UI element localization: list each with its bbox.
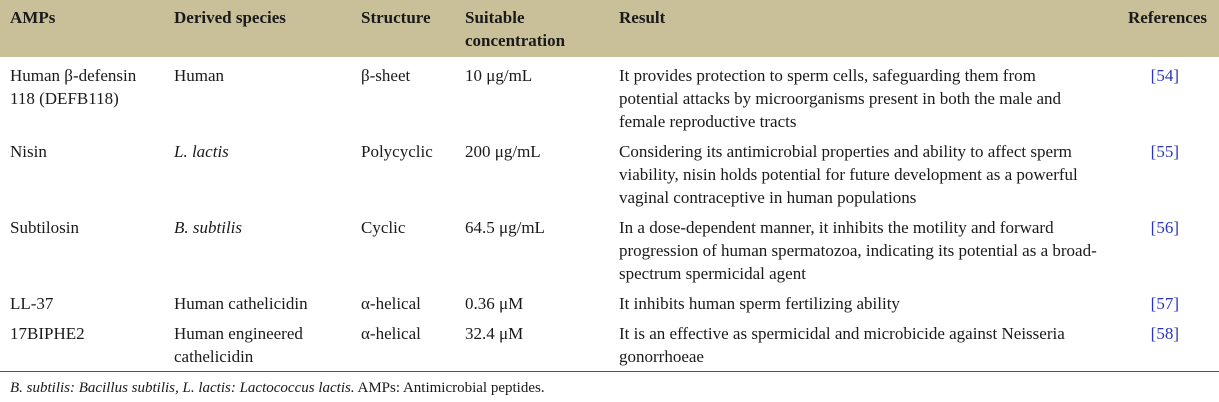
cell-reference — [1109, 290, 1219, 320]
cell-amp: Human β-defensin 118 (DEFB118) — [10, 66, 137, 108]
cell-result: It provides protection to sperm cells, safeguarding them from potential attacks by microorganisms present in both the male and female reproductive tracts — [619, 66, 1062, 131]
header-result: Result — [619, 8, 666, 27]
cell-reference — [1109, 57, 1219, 138]
table-row — [0, 57, 1219, 138]
table-row — [0, 320, 1219, 372]
cell-structure: α-helical — [351, 320, 455, 372]
cell-concentration: 10 μg/mL — [465, 66, 533, 85]
cell-structure: β-sheet — [361, 66, 411, 85]
header-suitable-concentration: Suitable concentration — [465, 8, 566, 50]
cell-amp: 17BIPHE2 — [0, 320, 164, 372]
cell-concentration: 200 μg/mL — [465, 142, 541, 161]
cell-species: Human engineered cathelicidin — [164, 320, 351, 372]
reference-link[interactable]: [55] — [1150, 142, 1179, 161]
footnote-species-abbreviations: B. subtilis: Bacillus subtilis, L. lactis: Lactococcus lactis. — [10, 380, 355, 396]
table-header-row — [0, 0, 1219, 57]
cell-result: It is an effective as spermicidal and microbicide against Neisseria gonorrhoeae — [609, 320, 1109, 372]
reference-link[interactable]: [56] — [1150, 218, 1179, 237]
cell-species: B. subtilis — [174, 218, 243, 237]
cell-reference — [1109, 214, 1219, 290]
cell-amp: Subtilosin — [10, 218, 79, 237]
cell-structure: Polycyclic — [361, 142, 433, 161]
header-references: References — [1128, 8, 1207, 27]
reference-link[interactable]: [57] — [1150, 294, 1179, 313]
header-structure: Structure — [361, 8, 431, 27]
cell-structure: Cyclic — [361, 218, 406, 237]
footnote-amp-abbreviation: AMPs: Antimicrobial peptides. — [354, 380, 545, 396]
reference-link[interactable]: [58] — [1150, 324, 1179, 343]
header-derived-species: Derived species — [174, 8, 286, 27]
header-amps: AMPs — [10, 8, 56, 27]
cell-reference — [1109, 320, 1219, 372]
cell-species: Human — [174, 66, 225, 85]
table-row — [0, 138, 1219, 214]
cell-concentration: 64.5 μg/mL — [465, 218, 545, 237]
cell-result: It inhibits human sperm fertilizing ability — [619, 294, 900, 313]
table-row — [0, 290, 1219, 320]
cell-species: Human cathelicidin — [174, 294, 308, 313]
cell-result: Considering its antimicrobial properties and ability to affect sperm viability, nisin holds potential for future development as a powerful vaginal contraceptive in human populations — [619, 142, 1078, 207]
cell-reference — [1109, 138, 1219, 214]
cell-amp: LL-37 — [10, 294, 54, 313]
table-footnote — [0, 372, 1219, 398]
cell-amp: Nisin — [10, 142, 47, 161]
table-row — [0, 214, 1219, 290]
cell-concentration: 0.36 μM — [465, 294, 524, 313]
cell-result: In a dose-dependent manner, it inhibits the motility and forward progression of human spermatozoa, indicating its potential as a broad-spectrum spermicidal agent — [619, 218, 1097, 283]
reference-link[interactable]: [54] — [1150, 66, 1179, 85]
cell-species: L. lactis — [174, 142, 229, 161]
cell-structure: α-helical — [361, 294, 421, 313]
cell-concentration: 32.4 μM — [455, 320, 609, 372]
